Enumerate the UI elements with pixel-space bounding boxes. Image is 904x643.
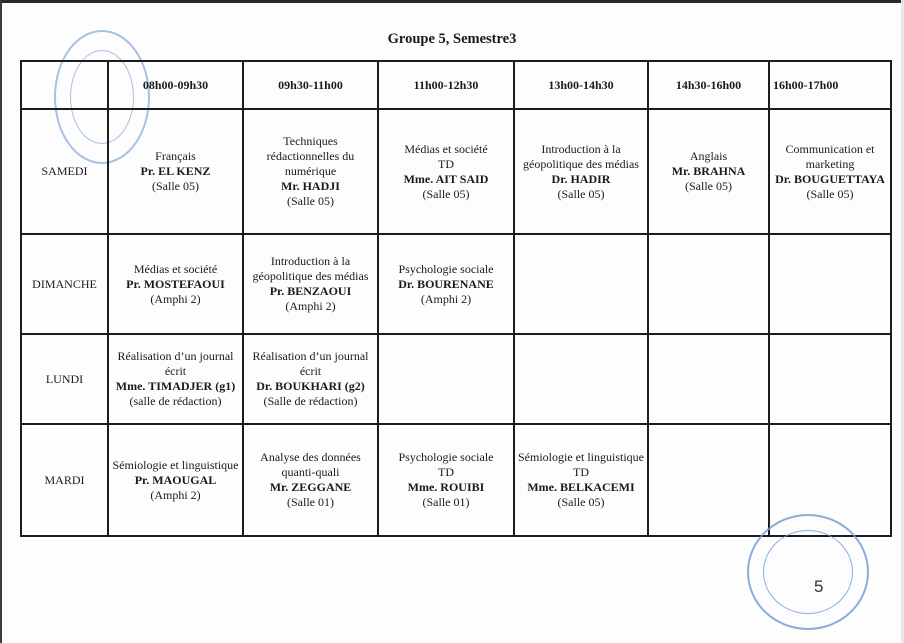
empty-cell xyxy=(648,234,769,334)
course-subject: Introduction à la géopolitique des médias xyxy=(252,254,369,283)
page-title: Groupe 5, Semestre3 xyxy=(387,31,517,47)
course-subject: Psychologie sociale xyxy=(398,261,494,276)
course-room: (Salle 05) xyxy=(806,186,854,201)
course-room: (Salle 05) xyxy=(152,179,199,193)
empty-cell xyxy=(514,234,648,334)
course-cell xyxy=(378,424,514,536)
page-left-border xyxy=(0,0,2,643)
course-teacher: Dr. BOURENANE xyxy=(398,276,494,291)
course-room: (Salle 05) xyxy=(557,186,605,201)
course-teacher: Pr. MAOUGAL xyxy=(134,472,217,487)
day-label: LUNDI xyxy=(21,334,108,424)
course-cell xyxy=(243,334,378,424)
course-teacher: Pr. BENZAOUI xyxy=(269,284,352,298)
empty-cell xyxy=(648,334,769,424)
table-row xyxy=(21,109,891,234)
course-room: (Amphi 2) xyxy=(150,487,201,502)
course-cell xyxy=(243,424,378,536)
time-slot-header: 08h00-09h30 xyxy=(108,61,243,109)
course-type: TD xyxy=(438,465,454,479)
course-cell xyxy=(108,424,243,536)
empty-cell xyxy=(514,334,648,424)
course-teacher: Mr. BRAHNA xyxy=(671,164,746,178)
course-teacher: Pr. EL KENZ xyxy=(140,164,211,178)
timetable-header-row xyxy=(21,61,891,109)
corner-cell xyxy=(21,61,108,109)
course-subject: Psychologie sociale xyxy=(398,450,494,464)
course-room: (Salle 05) xyxy=(422,186,470,201)
course-cell xyxy=(108,234,243,334)
course-cell xyxy=(378,109,514,234)
course-subject: Anglais xyxy=(689,149,728,163)
course-subject: Techniques rédactionnelles du numérique xyxy=(266,134,355,178)
empty-cell xyxy=(378,334,514,424)
table-row xyxy=(21,334,891,424)
course-cell xyxy=(243,234,378,334)
time-slot-header: 14h30-16h00 xyxy=(648,61,769,109)
course-type: TD xyxy=(573,465,589,479)
course-room: (Salle de rédaction) xyxy=(263,394,358,408)
course-cell xyxy=(243,109,378,234)
empty-cell xyxy=(769,234,891,334)
course-subject: Sémiologie et linguistique xyxy=(112,457,239,472)
table-row xyxy=(21,234,891,334)
course-type: TD xyxy=(438,156,454,171)
time-slot-header: 13h00-14h30 xyxy=(514,61,648,109)
course-subject: Analyse des données quanti-quali xyxy=(260,450,361,479)
course-teacher: Pr. MOSTEFAOUI xyxy=(126,276,225,291)
course-room: (Salle 05) xyxy=(557,495,605,509)
official-stamp-bottom-right xyxy=(747,514,869,630)
course-teacher: Mr. ZEGGANE xyxy=(269,480,352,494)
course-teacher: Mme. TIMADJER (g1) xyxy=(115,379,236,393)
course-subject: Communication et marketing xyxy=(785,141,875,171)
course-subject: Introduction à la géopolitique des médias xyxy=(523,141,639,171)
course-cell xyxy=(648,109,769,234)
course-teacher: Mme. BELKACEMI xyxy=(527,480,635,494)
course-room: (Salle 01) xyxy=(287,495,334,509)
time-slot-header: 16h00-17h00 xyxy=(769,61,891,109)
course-cell xyxy=(514,424,648,536)
course-subject: Français xyxy=(155,149,196,163)
course-teacher: Dr. BOUGUETTAYA xyxy=(775,171,885,186)
course-subject: Réalisation d’un journal écrit xyxy=(117,349,234,378)
course-subject: Sémiologie et linguistique xyxy=(518,450,644,464)
day-label: SAMEDI xyxy=(21,109,108,234)
course-room: (Salle 05) xyxy=(287,194,334,208)
course-cell xyxy=(769,109,891,234)
day-label: DIMANCHE xyxy=(21,234,108,334)
course-room: (Salle 01) xyxy=(422,495,470,509)
page-number: 5 xyxy=(814,577,824,596)
page-top-border xyxy=(0,0,904,3)
course-room: (Amphi 2) xyxy=(150,291,201,306)
empty-cell xyxy=(769,334,891,424)
course-subject: Médias et société xyxy=(133,261,218,276)
course-room: (salle de rédaction) xyxy=(129,394,222,408)
time-slot-header: 11h00-12h30 xyxy=(378,61,514,109)
course-cell xyxy=(108,109,243,234)
timetable xyxy=(20,60,892,537)
course-subject: Médias et société xyxy=(404,141,488,156)
course-room: (Amphi 2) xyxy=(420,291,472,306)
course-teacher: Mr. HADJI xyxy=(281,179,340,193)
course-room: (Amphi 2) xyxy=(285,299,336,313)
course-teacher: Dr. BOUKHARI (g2) xyxy=(256,379,365,393)
course-teacher: Mme. ROUIBI xyxy=(407,480,485,494)
empty-cell xyxy=(648,424,769,536)
course-subject: Réalisation d’un journal écrit xyxy=(252,349,369,378)
course-teacher: Mme. AIT SAID xyxy=(403,171,489,186)
course-room: (Salle 05) xyxy=(685,179,732,193)
course-teacher: Dr. HADIR xyxy=(551,171,611,186)
course-cell xyxy=(108,334,243,424)
time-slot-header: 09h30-11h00 xyxy=(243,61,378,109)
course-cell xyxy=(378,234,514,334)
table-row xyxy=(21,424,891,536)
course-cell xyxy=(514,109,648,234)
day-label: MARDI xyxy=(21,424,108,536)
